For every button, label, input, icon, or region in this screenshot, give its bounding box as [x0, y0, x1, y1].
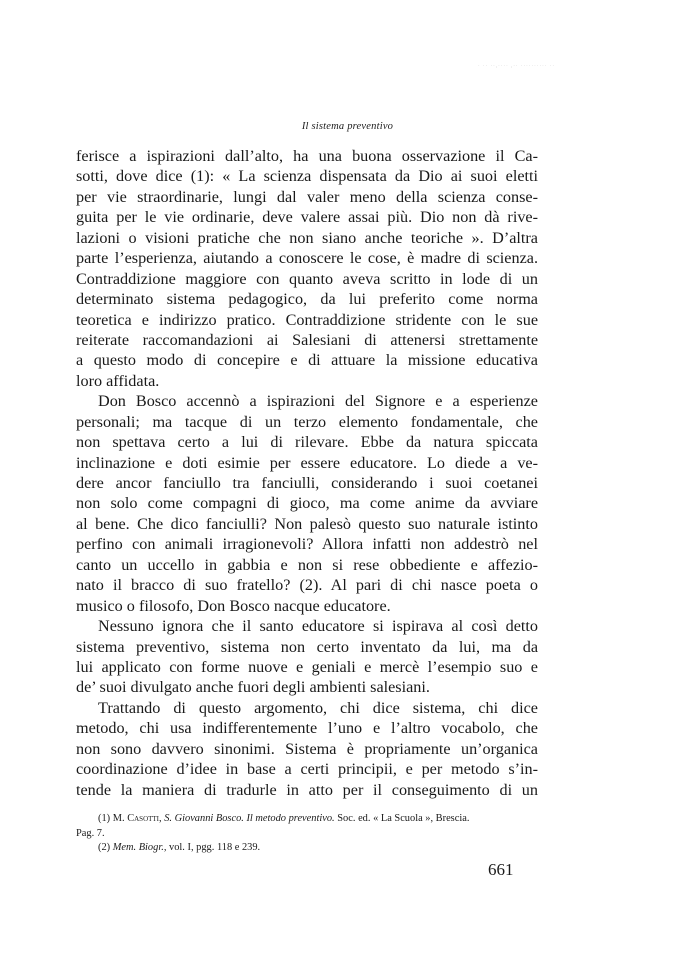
text-line: sistema preventivo, sistema non certo inventato da lui, ma da	[76, 637, 538, 656]
text-line: teoretica e indirizzo pratico. Contraddizione stridente con le sue	[76, 310, 538, 329]
text-line: al bene. Che dico fanciulli? Non palesò questo suo naturale istinto	[76, 514, 538, 533]
footnote-ref: vol. I, pgg. 118 e 239.	[169, 842, 261, 853]
text-line: personali; ma tacque di un terzo elemento fondamentale, che	[76, 412, 538, 431]
text-line-paragraph-end: de’ suoi divulgato anche fuori degli ambienti salesiani.	[76, 678, 430, 697]
text-line-paragraph-end: loro affidata.	[76, 371, 160, 390]
text-line: guita per le vie ordinarie, deve valere assai più. Dio non dà rive-	[76, 208, 538, 227]
text-line: coordinazione d’idee in base a certi principii, e per metodo s’in-	[76, 760, 538, 779]
text-line-paragraph-end: musico o filosofo, Don Bosco nacque educatore.	[76, 596, 391, 615]
text-line: lazioni o visioni pratiche che non siano anche teoriche ». D’altra	[76, 228, 538, 247]
text-line: a questo modo di concepire e di attuare la missione educativa	[76, 351, 538, 370]
text-line: determinato sistema pedagogico, da lui preferito come norma	[76, 290, 538, 309]
text-line: metodo, chi usa indifferentemente l’uno e l’altro vocabolo, che	[76, 719, 538, 738]
text-line: non sono davvero sinonimi. Sistema è propriamente un’organica	[76, 739, 538, 758]
scan-artifact: · ·· ··,···· ,·· ·········· ··	[478, 64, 556, 69]
text-line-paragraph-start: Don Bosco accennò a ispirazioni del Signore e a esperienze	[98, 392, 538, 411]
footnote-1-page: Pag. 7.	[76, 827, 105, 839]
body-text	[76, 146, 538, 800]
footnote-publisher: Soc. ed. « La Scuola », Brescia.	[337, 813, 470, 824]
text-line: dere ancor fanciullo tra fanciulli, considerando i suoi coetanei	[76, 474, 538, 492]
text-line: tende la maniera di tradurle in atto per il conseguimento di un	[76, 780, 538, 799]
footnote-author: Casotti,	[127, 813, 162, 824]
text-line: lui applicato con forme nuove e geniali e mercè l’esempio suo e	[76, 657, 538, 676]
text-line: Contraddizione maggiore con quanto aveva scritto in lode di un	[76, 269, 538, 288]
footnote-2	[76, 841, 538, 856]
footnotes	[76, 812, 538, 856]
text-line: non spettava certo a lui di rilevare. Ebbe da natura spiccata	[76, 433, 538, 452]
text-line: parte l’esperienza, aiutando a conoscere le cose, è madre di scienza.	[76, 249, 538, 268]
text-line-paragraph-start: Trattando di questo argomento, chi dice sistema, chi dice	[98, 698, 538, 717]
page-number: 661	[488, 860, 514, 879]
text-line: non solo come compagni di gioco, ma come anime da avviare	[76, 494, 538, 513]
footnote-marker: (1)	[98, 813, 111, 824]
text-line: sotti, dove dice (1): « La scienza dispensata da Dio ai suoi eletti	[76, 167, 538, 186]
footnote-1	[76, 812, 538, 827]
text-line-paragraph-start: Nessuno ignora che il santo educatore si ispirava al così detto	[98, 617, 538, 636]
footnote-author-initial: M.	[112, 813, 125, 824]
running-head: Il sistema preventivo	[301, 121, 394, 132]
footnote-title: Mem. Biogr.,	[112, 842, 167, 853]
text-line: canto un uccello in gabbia e non si rese obbediente e affezio-	[76, 555, 538, 574]
text-line: ferisce a ispirazioni dall’alto, ha una buona osservazione il Ca-	[76, 147, 538, 165]
text-line: inclinazione e doti esimie per essere educatore. Lo diede a ve-	[76, 453, 538, 472]
text-line: perfino con animali irragionevoli? Allora infatti non addestrò nel	[76, 535, 538, 554]
text-line: nato il bracco di suo fratello? (2). Al pari di chi nasce poeta o	[76, 576, 538, 595]
text-line: per vie straordinarie, lungi dal valer meno della scienza conse-	[76, 187, 538, 206]
footnote-title: S. Giovanni Bosco. Il metodo preventivo.	[164, 813, 335, 824]
footnote-marker: (2)	[98, 842, 111, 853]
text-line: reiterate raccomandazioni ai Salesiani di attenersi strettamente	[76, 330, 538, 349]
